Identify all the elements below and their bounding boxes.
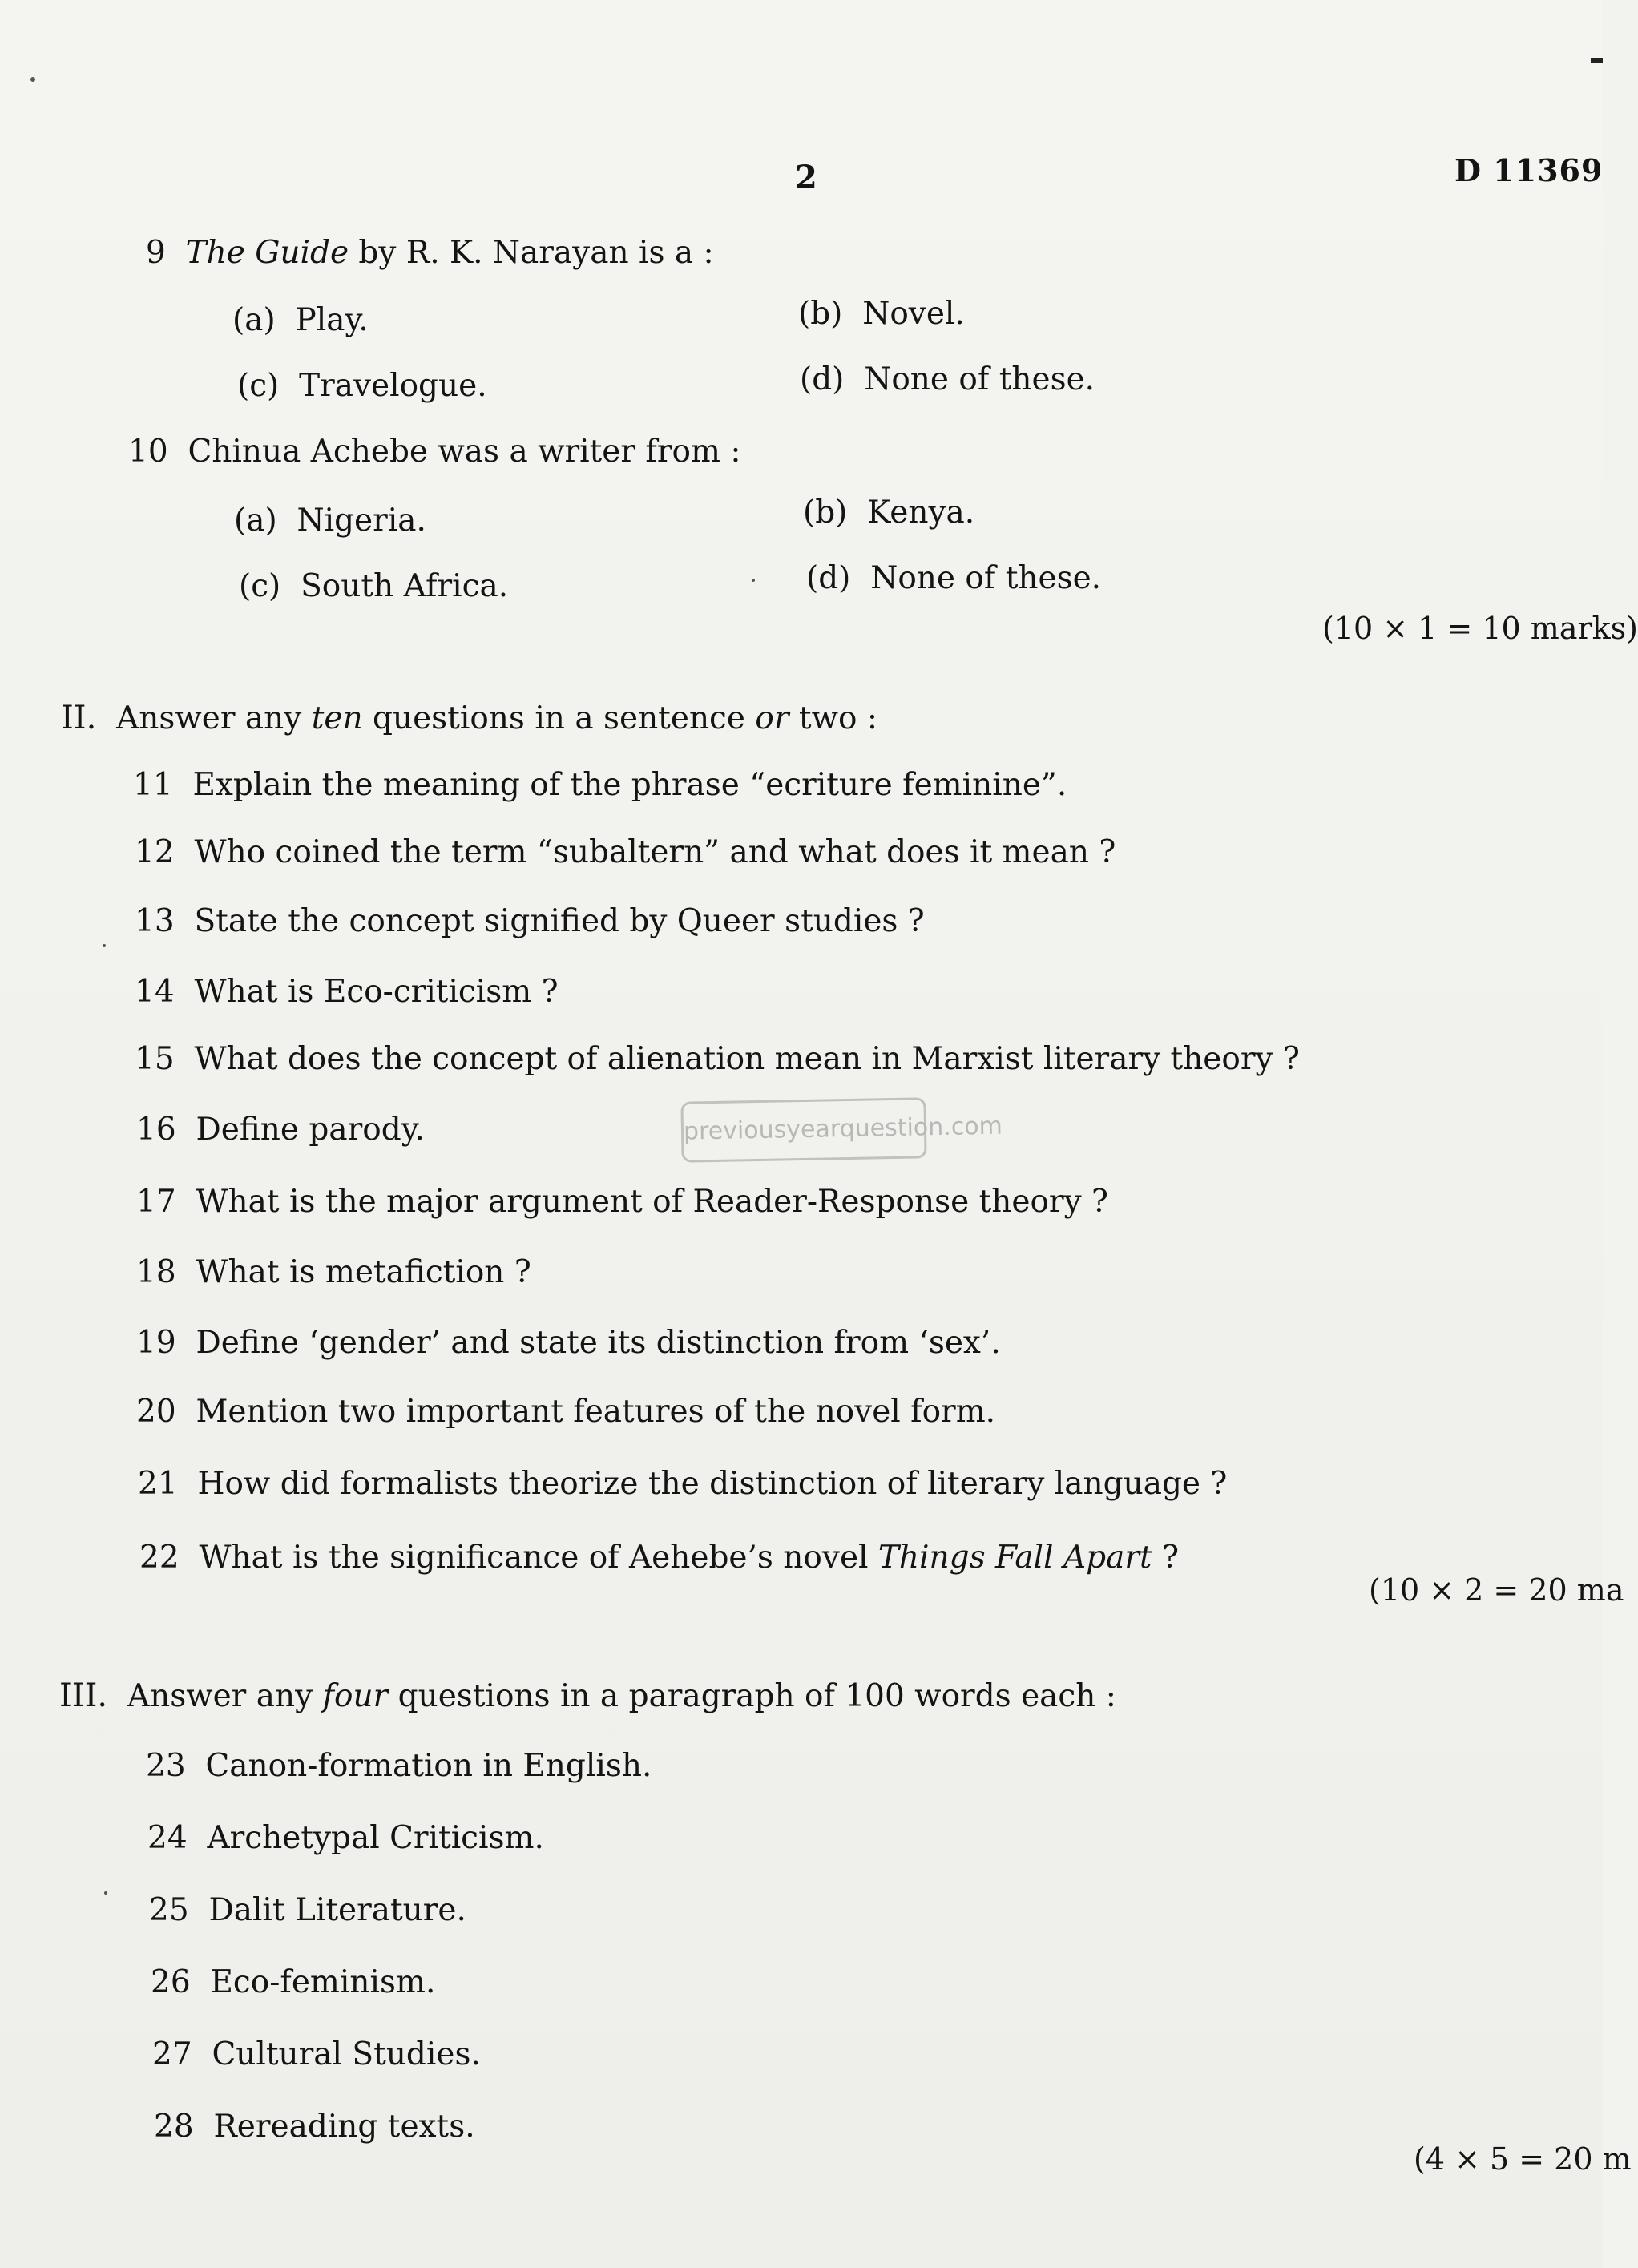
question-number: 20 (136, 1394, 176, 1430)
question-text: Dalit Literature. (208, 1892, 466, 1928)
question-number: 22 (139, 1540, 180, 1576)
question-21 (138, 1465, 1227, 1503)
question-number: 27 (152, 2036, 192, 2072)
question-22 (139, 1539, 1179, 1577)
question-text: Canon-formation in English. (205, 1748, 652, 1784)
option-label: (b) (803, 494, 848, 531)
question-20 (136, 1393, 995, 1431)
question-19 (136, 1324, 1001, 1362)
option-c (237, 367, 487, 406)
question-number: 14 (135, 974, 175, 1010)
question-18 (136, 1253, 531, 1292)
question-17 (136, 1183, 1108, 1221)
section-2-marks: (10 × 2 = 20 ma (1369, 1572, 1624, 1608)
section-number: III. (59, 1677, 108, 1714)
question-number: 19 (136, 1325, 176, 1361)
question-text: What is the significance of Aehebe’s novel (199, 1540, 878, 1576)
scan-speck (104, 1891, 107, 1895)
option-text: None of these. (864, 361, 1095, 398)
question-number: 17 (136, 1184, 176, 1220)
question-number: 21 (138, 1466, 178, 1502)
option-label: (c) (237, 368, 280, 404)
instruction-text: two : (789, 700, 878, 736)
scan-mark (1591, 58, 1603, 63)
question-number: 13 (135, 903, 175, 939)
option-text: Nigeria. (297, 502, 426, 539)
option-label: (d) (800, 361, 845, 398)
watermark: previousyearquestion.com (680, 1097, 926, 1162)
question-text: Archetypal Criticism. (207, 1820, 544, 1856)
question-number: 11 (133, 767, 173, 803)
question-10 (128, 433, 740, 471)
option-b (803, 494, 974, 532)
book-title: The Guide (185, 235, 349, 271)
option-a (232, 301, 369, 340)
paper-code: D 11369 (1454, 152, 1604, 188)
scan-speck (30, 77, 35, 82)
question-number: 24 (147, 1820, 188, 1856)
instruction-emphasis: four (322, 1678, 389, 1714)
question-number: 25 (149, 1892, 189, 1928)
question-text: Rereading texts. (213, 2109, 475, 2145)
option-text: Travelogue. (299, 368, 487, 404)
question-text: Define parody. (196, 1112, 425, 1148)
question-9 (146, 234, 714, 272)
instruction-emphasis: or (755, 700, 789, 736)
question-text: Cultural Studies. (212, 2036, 481, 2072)
question-text: What is Eco-criticism ? (194, 974, 559, 1010)
question-text: Mention two important features of the novel form. (196, 1394, 996, 1430)
question-number: 28 (154, 2109, 194, 2145)
question-number: 10 (128, 434, 168, 470)
option-d (806, 559, 1101, 598)
section-3-marks: (4 × 5 = 20 m (1414, 2141, 1632, 2177)
instruction-text: questions in a sentence (362, 700, 756, 736)
question-number: 9 (146, 235, 166, 271)
question-23 (146, 1747, 652, 1786)
section-3-heading (59, 1677, 1116, 1716)
question-text: What is the major argument of Reader-Response theory ? (196, 1184, 1108, 1220)
page-number: 2 (795, 159, 817, 196)
question-28 (154, 2108, 475, 2146)
question-24 (147, 1819, 544, 1858)
question-text: What is metafiction ? (196, 1254, 531, 1290)
option-label: (b) (798, 296, 843, 332)
option-c (239, 567, 508, 606)
question-number: 18 (136, 1254, 176, 1290)
question-text: by R. K. Narayan is a : (349, 235, 714, 271)
question-text: State the concept signified by Queer studies ? (194, 903, 925, 939)
question-number: 16 (136, 1112, 176, 1148)
option-b (798, 295, 965, 333)
option-text: Play. (295, 302, 369, 338)
question-text: Define ‘gender’ and state its distinction from ‘sex’. (196, 1325, 1001, 1361)
section-1-marks: (10 × 1 = 10 marks) (1322, 611, 1638, 646)
question-number: 23 (146, 1748, 186, 1784)
question-16 (136, 1111, 425, 1149)
option-text: South Africa. (301, 568, 509, 604)
question-text: What does the concept of alienation mean in Marxist literary theory ? (194, 1041, 1300, 1077)
question-text: Eco-feminism. (210, 1964, 436, 2000)
scan-speck (752, 579, 755, 582)
book-title: Things Fall Apart (878, 1540, 1152, 1576)
question-12 (135, 833, 1116, 872)
option-a (234, 502, 426, 540)
option-text: Novel. (862, 296, 965, 332)
instruction-text: questions in a paragraph of 100 words each : (388, 1678, 1116, 1714)
question-number: 15 (135, 1041, 175, 1077)
scan-speck (103, 944, 106, 947)
question-text: Chinua Achebe was a writer from : (188, 434, 741, 470)
instruction-text: Answer any (116, 700, 312, 736)
question-13 (135, 902, 925, 941)
section-2-heading (61, 699, 878, 738)
instruction-emphasis: ten (311, 700, 363, 736)
option-label: (c) (239, 568, 281, 604)
option-label: (a) (232, 302, 276, 338)
question-number: 26 (151, 1964, 191, 2000)
question-25 (149, 1891, 466, 1930)
question-text: How did formalists theorize the distinction of literary language ? (197, 1466, 1228, 1502)
question-11 (133, 766, 1067, 805)
option-text: None of these. (870, 560, 1102, 596)
option-label: (a) (234, 502, 277, 539)
option-text: Kenya. (867, 494, 975, 531)
question-15 (135, 1040, 1300, 1079)
question-26 (151, 1963, 435, 2002)
instruction-text: Answer any (127, 1678, 323, 1714)
question-14 (135, 973, 559, 1011)
question-27 (152, 2036, 481, 2074)
option-d (800, 361, 1095, 399)
section-number: II. (61, 700, 97, 736)
question-text: ? (1152, 1540, 1180, 1576)
question-number: 12 (135, 834, 175, 870)
option-label: (d) (806, 560, 851, 596)
question-text: Who coined the term “subaltern” and what does it mean ? (194, 834, 1116, 870)
question-text: Explain the meaning of the phrase “ecriture feminine”. (192, 767, 1067, 803)
